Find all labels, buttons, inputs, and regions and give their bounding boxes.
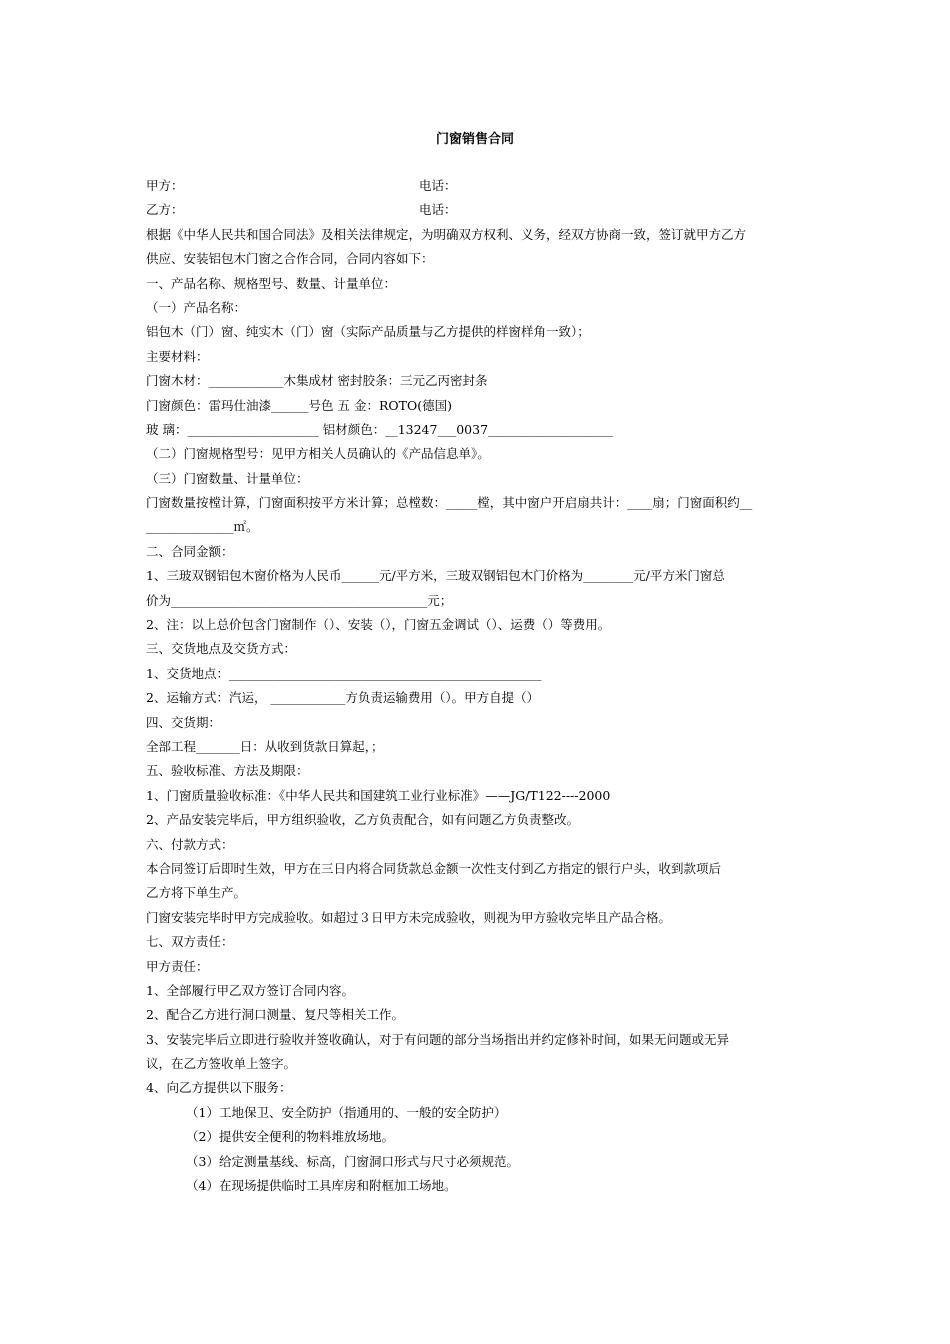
paragraph-line: 门窗数量按樘计算，门窗面积按平方米计算；总樘数：_____樘，其中窗户开启扇共计：____扇；门窗面积约__ xyxy=(146,495,753,511)
paragraph-line: 铝包木（门）窗、纯实木（门）窗（实际产品质量与乙方提供的样窗样角一致）； xyxy=(146,324,590,340)
party-a-row xyxy=(146,174,816,198)
section-heading: 七、双方责任： xyxy=(146,934,234,950)
document-title: 门窗销售合同 xyxy=(435,132,514,147)
paragraph-line: 供应、安装铝包木门窗之合作合同，合同内容如下： xyxy=(146,251,434,267)
subsection-heading: （三）门窗数量、计量单位： xyxy=(146,470,309,486)
paragraph-line: 2、产品安装完毕后，甲方组织验收，乙方负责配合，如有问题乙方负责整改。 xyxy=(146,812,579,828)
paragraph-line: 议，在乙方签收单上签字。 xyxy=(146,1056,297,1072)
party-b-phone-label: 电话： xyxy=(419,202,457,218)
section-heading: 一、产品名称、规格型号、数量、计量单位： xyxy=(146,275,397,291)
section-heading: 二、合同金额： xyxy=(146,543,234,559)
subsection-heading: （二）门窗规格型号：见甲方相关人员确认的《产品信息单》。 xyxy=(146,446,490,462)
service-item: （2）提供安全便利的物料堆放场地。 xyxy=(186,1129,394,1145)
paragraph-line: 门窗木材：____________木集成材 密封胶条：三元乙丙密封条 xyxy=(146,373,488,389)
section-heading: 三、交货地点及交货方式： xyxy=(146,641,297,657)
paragraph-line: 甲方责任： xyxy=(146,958,209,974)
paragraph-line: 2、注：以上总价包含门窗制作（）、安装（），门窗五金调试（）、运费（）等费用。 xyxy=(146,617,611,633)
contract-body xyxy=(146,174,816,1198)
service-item: （4）在现场提供临时工具库房和附框加工场地。 xyxy=(186,1178,457,1194)
paragraph-line: 3、安装完毕后立即进行验收并签收确认，对于有问题的部分当场指出并约定修补时间，如果无问题或无异 xyxy=(146,1031,729,1047)
section-heading: 六、付款方式： xyxy=(146,836,234,852)
paragraph-line: 乙方将下单生产。 xyxy=(146,885,247,901)
party-a-phone-label: 电话： xyxy=(419,178,457,193)
party-a-label: 甲方： xyxy=(146,178,184,193)
paragraph-line: 玻 璃：_____________________ 铝材颜色：__13247___0037____________________ xyxy=(146,421,614,437)
paragraph-line: 门窗安装完毕时甲方完成验收。如超过３日甲方未完成验收，则视为甲方验收完毕且产品合格。 xyxy=(146,909,672,925)
subsection-heading: （一）产品名称： xyxy=(146,299,247,315)
section-heading: 五、验收标准、方法及期限： xyxy=(146,763,309,779)
paragraph-line: ______________㎡。 xyxy=(146,519,259,535)
paragraph-line: 1、门窗质量验收标准：《中华人民共和国建筑工业行业标准》——JG/T122----2000 xyxy=(146,787,611,803)
section-heading: 四、交货期： xyxy=(146,714,222,730)
paragraph-line: 根据《中华人民共和国合同法》及相关法律规定，为明确双方权利、义务，经双方协商一致，签订就甲方乙方 xyxy=(146,226,747,242)
paragraph-line: 2、配合乙方进行洞口测量、复尺等相关工作。 xyxy=(146,1007,404,1023)
paragraph-line: 本合同签订后即时生效，甲方在三日内将合同货款总金额一次性支付到乙方指定的银行户头，收到款项后 xyxy=(146,860,722,876)
party-b-label: 乙方： xyxy=(146,202,184,218)
paragraph-line: 1、三玻双钢铝包木窗价格为人民币______元/平方米，三玻双钢铝包木门价格为________元/平方米门窗总 xyxy=(146,568,725,584)
paragraph-line: 1、全部履行甲乙双方签订合同内容。 xyxy=(146,982,354,998)
service-item: （1）工地保卫、安全防护（指通用的、一般的安全防护） xyxy=(186,1104,507,1120)
paragraph-line: 主要材料： xyxy=(146,348,209,364)
service-item: （3）给定测量基线、标高，门窗洞口形式与尺寸必须规范。 xyxy=(186,1153,519,1169)
paragraph-line: 全部工程_______日：从收到货款日算起，； xyxy=(146,738,384,754)
paragraph-line: 门窗颜色：雷玛仕油漆______号色 五 金：ROTO(德国) xyxy=(146,397,452,413)
paragraph-line: 价为_________________________________________元； xyxy=(146,592,453,608)
party-b-row xyxy=(146,198,816,222)
paragraph-line: 4、向乙方提供以下服务： xyxy=(146,1080,292,1096)
paragraph-line: 1、交货地点：__________________________________________________ xyxy=(146,665,542,681)
paragraph-line: 2、运输方式：汽运， ____________方负责运输费用（）。甲方自提（） xyxy=(146,690,540,706)
